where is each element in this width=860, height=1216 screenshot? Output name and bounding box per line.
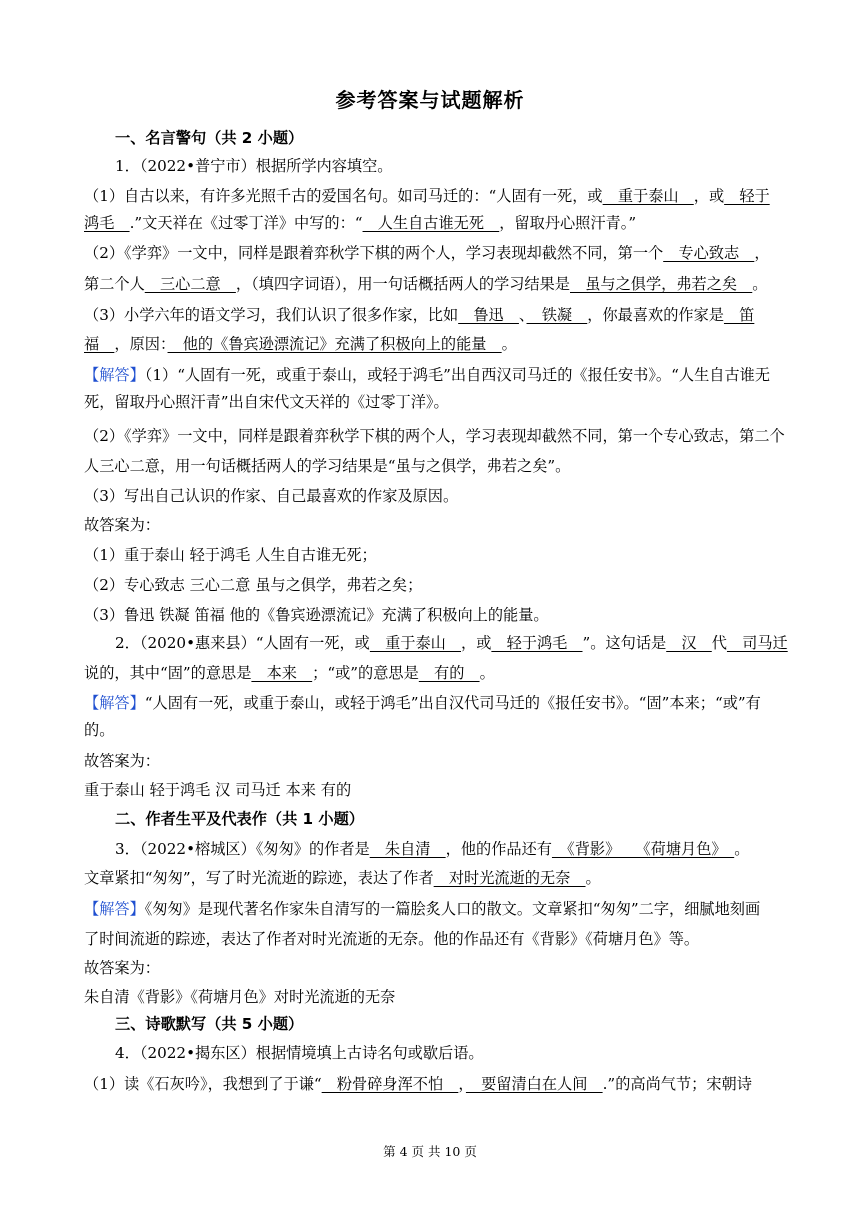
explanation-line: （3）写出自己认识的作家、自己最喜欢的作家及原因。	[84, 487, 459, 505]
answer-blank: 《背影》 《荷塘月色》	[551, 840, 735, 858]
question-line: 说的，其中“固”的意思是 本来 ；“或”的意思是 有的 。	[84, 664, 495, 682]
jieda-label: 【解答】	[84, 694, 145, 712]
answer-blank: 轻于	[724, 187, 770, 205]
answer-blank: 司马迁	[726, 634, 788, 652]
explanation-line: 了时间流逝的踪迹，表达了作者对时光流逝的无奈。他的作品还有《背影》《荷塘月色》等。	[84, 930, 700, 948]
answer-intro: 故答案为：	[84, 752, 160, 770]
answer-blank: 对时光流逝的无奈	[433, 869, 586, 887]
answer-blank: 轻于鸿毛	[491, 634, 583, 652]
answer-blank: 笛	[723, 306, 755, 324]
section-heading: 二、作者生平及代表作（共 1 小题）	[115, 810, 364, 828]
answer-line: 重于泰山 轻于鸿毛 汉 司马迁 本来 有的	[84, 781, 352, 799]
answer-blank: 要留清白在人间	[465, 1075, 603, 1093]
question-line: 2．（2020•惠来县）“人固有一死，或 重于泰山 ，或 轻于鸿毛 ”。这句话是 汉 代 司马迁	[115, 634, 788, 652]
answer-blank: 虽与之俱学，弗若之矣	[570, 275, 753, 293]
jieda-label: 【解答】	[84, 366, 145, 384]
explanation-line: 的。	[84, 721, 115, 739]
explanation-line: 人三心二意，用一句话概括两人的学习结果是“虽与之俱学，弗若之矣”。	[84, 457, 571, 475]
answer-line: 朱自清《背影》《荷塘月色》对时光流逝的无奈	[84, 988, 396, 1006]
answer-line: （3）鲁迅 铁凝 笛福 他的《鲁宾逊漂流记》充满了积极向上的能量。	[84, 606, 549, 624]
explanation-line: 死，留取丹心照汗青”出自宋代文天祥的《过零丁洋》。	[84, 393, 449, 411]
answer-blank: 本来	[251, 664, 313, 682]
answer-intro: 故答案为：	[84, 959, 160, 977]
answer-blank: 汉	[666, 634, 712, 652]
question-line: （1）自古以来，有许多光照千古的爱国名句。如司马迁的：“人固有一死，或 重于泰山 ，或 轻于	[84, 187, 770, 205]
answer-blank: 福	[84, 335, 115, 353]
page-title: 参考答案与试题解析	[335, 88, 525, 112]
answer-blank: 他的《鲁宾逊漂流记》充满了积极向上的能量	[167, 335, 502, 353]
question-line: （3）小学六年的语文学习，我们认识了很多作家，比如 鲁迅 、 铁凝 ，你最喜欢的作家是 笛	[84, 306, 755, 324]
answer-blank: 朱自清	[369, 840, 446, 858]
section-heading: 一、名言警句（共 2 小题）	[115, 129, 304, 147]
section-heading: 三、诗歌默写（共 5 小题）	[115, 1015, 304, 1033]
explanation-line: 【解答】“人固有一死，或重于泰山，或轻于鸿毛”出自汉代司马迁的《报任安书》。“固”本来；“或”有	[84, 694, 761, 712]
jieda-label: 【解答】	[84, 900, 145, 918]
answer-intro: 故答案为：	[84, 516, 160, 534]
answer-blank: 鸿毛	[84, 214, 130, 232]
answer-blank: 三心二意	[144, 275, 236, 293]
answer-line: （1）重于泰山 轻于鸿毛 人生自古谁无死；	[84, 546, 377, 564]
answer-line: （2）专心致志 三心二意 虽与之俱学，弗若之矣；	[84, 576, 423, 594]
answer-blank: 粉骨碎身浑不怕	[321, 1075, 459, 1093]
explanation-line: 【解答】（1）“人固有一死，或重于泰山，或轻于鸿毛”出自西汉司马迁的《报任安书》。“人生自古谁无	[84, 366, 771, 384]
question-line: （2）《学弈》一文中，同样是跟着弈秋学下棋的两个人，学习表现却截然不同，第一个 专心致志 ，	[84, 244, 770, 262]
question-line: 3．（2022•榕城区）《匆匆》的作者是 朱自清 ，他的作品还有 《背影》 《荷塘月色》 。	[115, 840, 750, 858]
question-line: （1）读《石灰吟》，我想到了于谦“ 粉骨碎身浑不怕 ， 要留清白在人间 .”的高尚气节；宋朝诗	[84, 1075, 752, 1093]
answer-blank: 铁凝	[526, 306, 588, 324]
question-stem: 4．（2022•揭东区）根据情境填上古诗名句或歇后语。	[115, 1044, 484, 1062]
explanation-line: 【解答】《匆匆》是现代著名作家朱自清写的一篇脍炙人口的散文。文章紧扣“匆匆”二字，细腻地刻画	[84, 900, 761, 918]
answer-blank: 专心致志	[663, 244, 755, 262]
answer-blank: 人生自古谁无死	[362, 214, 500, 232]
question-stem: 1．（2022•普宁市）根据所学内容填空。	[115, 157, 393, 175]
answer-blank: 重于泰山	[602, 187, 694, 205]
answer-blank: 鲁迅	[458, 306, 519, 324]
page-footer: 第 4 页 共 10 页	[383, 1144, 477, 1159]
question-line: 鸿毛 .”文天祥在《过零丁洋》中写的：“ 人生自古谁无死 ，留取丹心照汗青。”	[84, 214, 637, 232]
question-line: 文章紧扣“匆匆”，写了时光流逝的踪迹，表达了作者 对时光流逝的无奈 。	[84, 869, 601, 887]
explanation-line: （2）《学弈》一文中，同样是跟着弈秋学下棋的两个人，学习表现却截然不同，第一个专心致志，第二个	[84, 427, 785, 445]
answer-blank: 有的	[418, 664, 480, 682]
answer-blank: 重于泰山	[369, 634, 461, 652]
question-line: 第二个人 三心二意 ，（填四字词语），用一句话概括两人的学习结果是 虽与之俱学，弗若之矣 。	[84, 275, 768, 293]
question-line: 福 ，原因： 他的《鲁宾逊漂流记》充满了积极向上的能量 。	[84, 335, 517, 353]
